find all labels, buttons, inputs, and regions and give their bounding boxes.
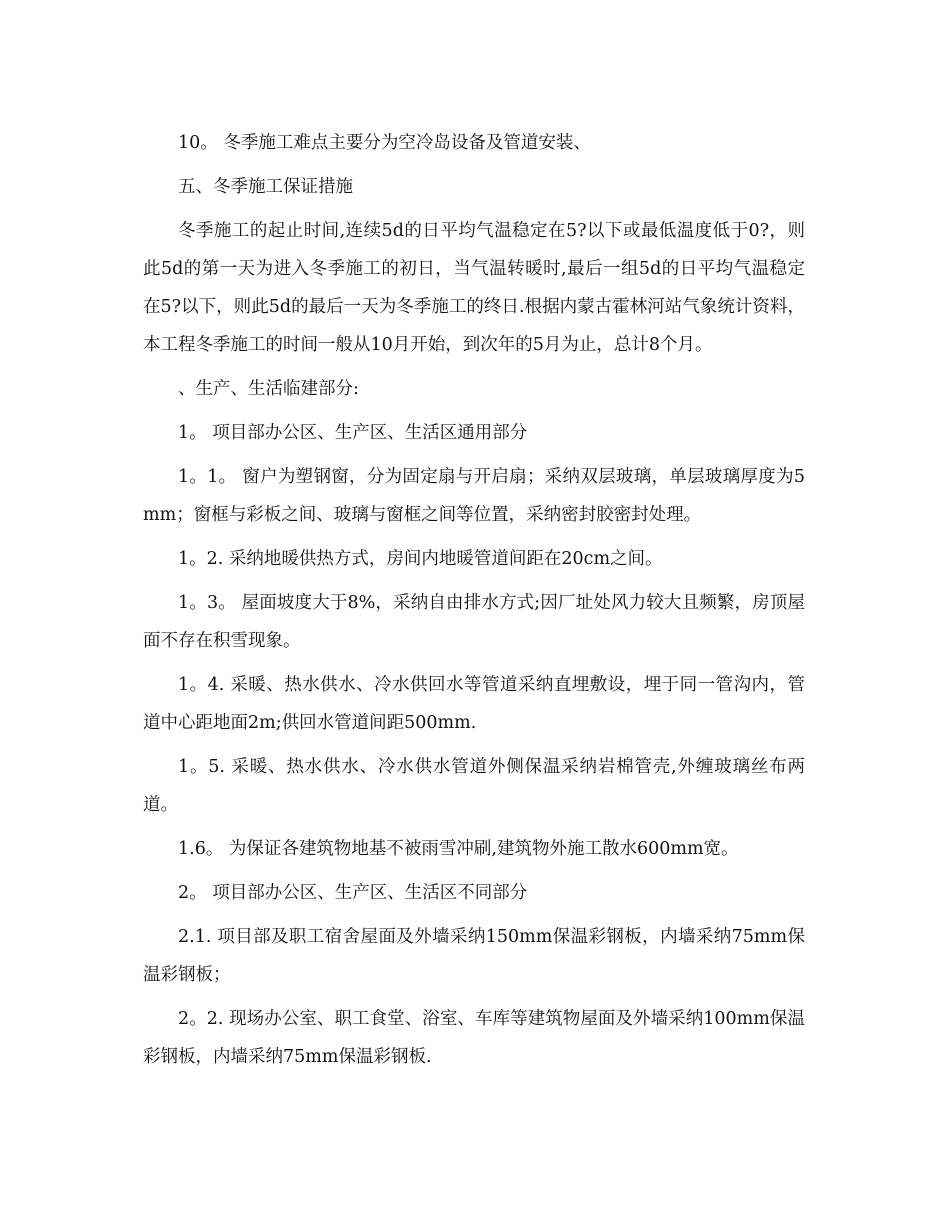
item-1-5: 1。5. 采暖、热水供水、冷水供水管道外侧保温采纳岩棉管壳,外缠玻璃丝布两道。 [143, 757, 805, 815]
item-1-6: 1.6。 为保证各建筑物地基不被雨雪冲刷,建筑物外施工散水600mm宽。 [178, 839, 739, 859]
document-page [143, 124, 805, 1082]
section-heading-temporary: 、生产、生活临建部分: [178, 379, 359, 399]
item-1-3: 1。3。 屋面坡度大于8%，采纳自由排水方式;因厂址处风力较大且频繁，房顶屋面不存在积雪现象。 [143, 593, 805, 651]
paragraph-difficulty: 10。 冬季施工难点主要分为空冷岛设备及管道安装、 [178, 133, 591, 153]
item-2-2: 2。2. 现场办公室、职工食堂、浴室、车库等建筑物屋面及外墙采纳100mm保温彩钢板，内墙采纳75mm保温彩钢板. [143, 1009, 805, 1067]
item-1-4: 1。4. 采暖、热水供水、冷水供回水等管道采纳直埋敷设，埋于同一管沟内，管道中心距地面2m;供回水管道间距500mm. [143, 675, 805, 733]
paragraph-period: 冬季施工的起止时间,连续5d的日平均气温稳定在5?以下或最低温度低于0?，则此5d的第一天为进入冬季施工的初日，当气温转暖时,最后一组5d的日平均气温稳定在5?以下，则此5d的最后一天为冬季施工的终日.根据内蒙古霍林河站气象统计资料，本工程冬季施工的时间一般从10月开始，到次年的5月为止，总计8个月。 [143, 221, 805, 355]
subheading-different: 2。 项目部办公区、生产区、生活区不同部分 [178, 883, 528, 903]
item-1-1: 1。1。 窗户为塑钢窗，分为固定扇与开启扇；采纳双层玻璃，单层玻璃厚度为5mm；窗框与彩板之间、玻璃与窗框之间等位置，采纳密封胶密封处理。 [143, 467, 805, 525]
section-heading-measures: 五、冬季施工保证措施 [178, 177, 353, 197]
item-1-2: 1。2. 采纳地暖供热方式，房间内地暖管道间距在20cm之间。 [178, 549, 663, 569]
subheading-common: 1。 项目部办公区、生产区、生活区通用部分 [178, 423, 528, 443]
item-2-1: 2.1. 项目部及职工宿舍屋面及外墙采纳150mm保温彩钢板，内墙采纳75mm保温彩钢板； [143, 927, 805, 985]
